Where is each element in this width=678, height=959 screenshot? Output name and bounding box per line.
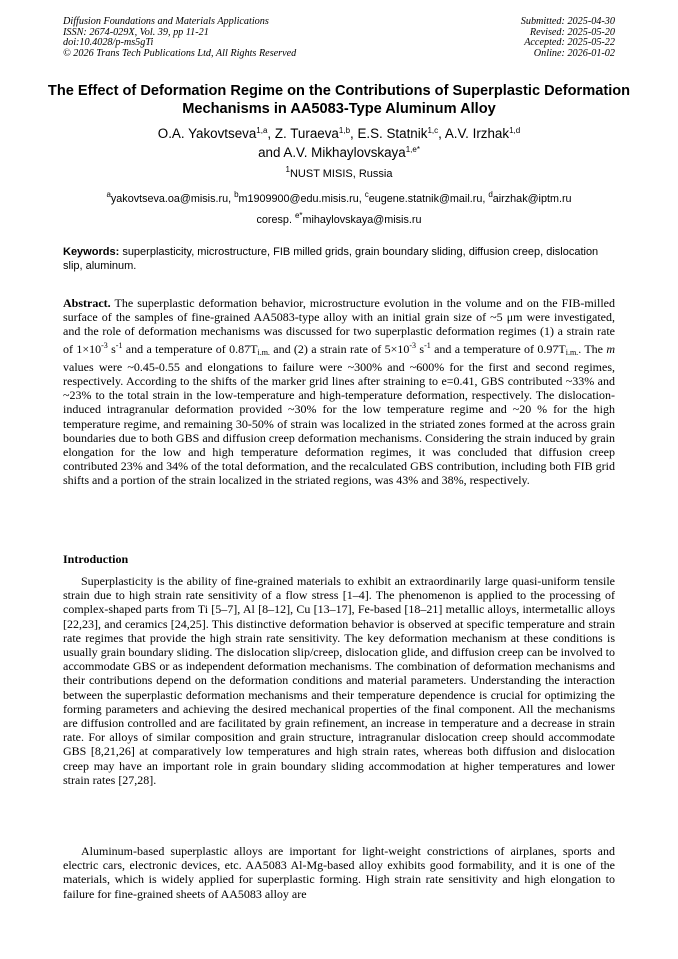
author-affil: 1,e*	[405, 144, 420, 154]
author-name: O.A. Yakovtseva	[157, 126, 257, 141]
abstract-text: and a temperature of 0.87T	[122, 341, 258, 356]
intro-paragraph-2: Aluminum-based superplastic alloys are important for light-weight constrictions of airplanes, sports and electric cars, electronic devices, etc. AA5083 Al-Mg-based alloy exhibits good formability, and it is one of the materials, which is widely applied for superplastic forming. High strain rate sensitivity and high elongation to failure for fine-grained sheets of AA5083 alloy are	[63, 844, 615, 901]
revised-date: Revised: 2025-05-20	[529, 26, 615, 38]
keywords-label: Keywords:	[63, 246, 120, 258]
abstract-text: s	[107, 341, 116, 356]
exponent: -3	[101, 340, 108, 350]
email-link[interactable]: airzhak@iptm.ru	[492, 193, 572, 205]
author-affil: 1,d	[509, 126, 521, 135]
email-sup: b	[234, 190, 239, 199]
author-name: A.V. Mikhaylovskaya	[283, 144, 406, 160]
author-affil: 1,c	[427, 126, 439, 135]
affil-sup: 1	[285, 165, 290, 174]
email-sup: d	[488, 190, 493, 199]
abstract-text: and (2) a strain rate of 5×10	[269, 341, 410, 356]
exponent: -1	[424, 340, 431, 350]
author-and: and	[258, 144, 281, 160]
journal-name: Diffusion Foundations and Materials Applications	[63, 16, 269, 27]
author-affil: 1,a	[256, 126, 268, 135]
email-list	[40, 189, 638, 231]
keywords-text: superplasticity, microstructure, FIB milled grids, grain boundary sliding, diffusion creep, dislocation slip, aluminum.	[63, 246, 599, 272]
author-list: O.A. Yakovtseva$^{1,a}$, Z. Turaeva$^{1,b}$, E.S. Statnik$^{1,c}$, A.V. Irzhak$^{1,d}$ and A.V. Mikhaylovskaya$^{1,e*}$	[157, 126, 521, 160]
abstract-text: The superplastic deformation behavior, microstructure evolution in the volume and on the FIB-milled surface of the samples of fine-grained AA5083-type alloy with an initial grain size of ~5 μm were investigated, and the role of deformation mechanisms was discussed for two superplastic deformation regimes (1) a strain rate of 1×10	[63, 296, 615, 356]
abstract-text: values were ~0.45-0.55 and elongations to failure were ~300% and ~600% for the first and second regimes, respectively. According to the shifts of the marker grid lines after straining to e=0.41, GBS contributed ~33% and ~23% to the total strain in the low-temperature and high-temperature deformation, respectively. The dislocation-induced intragranular deformation provided ~30% for the low temperature regime and ~20 % for the high temperature regime, and remaining 30-50% of strain was localized in the striated zones formed at the across grain boundaries due to both GBS and diffusion creep deformation mechanisms. Considering the strain induced by grain elongation for the low and high temperature deformation regimes, it was concluded that diffusion creep contributed 23% and 34% of the total deformation, and the recalculated GBS contribution, including both FIB grid shifts and a portion of the strain localized in the striated regions, was 43% and 38%, respectively.	[63, 359, 615, 488]
subscript: i.m.	[257, 347, 270, 357]
author-name: Z. Turaeva	[274, 126, 339, 141]
author-name: A.V. Irzhak	[444, 126, 510, 141]
abstract-italic: m	[606, 341, 615, 356]
accepted-date: Accepted: 2025-05-22	[524, 37, 615, 48]
affil-name: NUST MISIS, Russia	[289, 168, 393, 180]
email-link[interactable]: eugene.statnik@mail.ru	[368, 193, 483, 205]
copyright: © 2026 Trans Tech Publications Ltd, All Rights Reserved	[63, 47, 297, 59]
subscript: i.m.	[565, 347, 579, 357]
email-sup: a	[106, 190, 111, 199]
email-row: $^a$yakovtseva.oa@misis.ru, $^b$m1909900@edu.misis.ru, $^c$eugene.statnik@mail.ru, $^d$airzhak@iptm.ru	[106, 190, 572, 205]
keywords	[63, 246, 615, 273]
exponent: -3	[409, 340, 417, 350]
abstract	[63, 296, 615, 488]
coresp-label: coresp.	[256, 214, 292, 226]
submitted-date: Submitted: 2025-04-30	[520, 16, 615, 27]
online-date: Online: 2026-01-02	[533, 47, 615, 59]
paper-title: The Effect of Deformation Regime on the Contributions of Superplastic Deformation Mechanisms in AA5083-Type Aluminum Alloy	[47, 83, 631, 117]
abstract-text: s	[416, 341, 425, 356]
doi[interactable]: doi:10.4028/p-ms5gTi	[63, 37, 154, 48]
journal-info	[63, 17, 296, 59]
email-link[interactable]: m1909900@edu.misis.ru	[238, 193, 359, 205]
coresp-row	[40, 210, 638, 231]
affiliation	[40, 165, 638, 180]
abstract-label: Abstract.	[63, 296, 111, 310]
abstract-text: . The	[578, 341, 607, 356]
email-link[interactable]: yakovtseva.oa@misis.ru	[110, 193, 229, 205]
email-sup: c	[364, 190, 369, 199]
email-link[interactable]: mihaylovskaya@misis.ru	[302, 214, 422, 226]
author-name: E.S. Statnik	[357, 126, 428, 141]
section-heading: Introduction	[63, 552, 129, 566]
issn: ISSN: 2674-029X, Vol. 39, pp 11-21	[63, 26, 209, 38]
email-sup: e*	[294, 211, 303, 220]
author-affil: 1,b	[338, 126, 351, 135]
dates-info	[521, 17, 615, 59]
abstract-text: and a temperature of 0.97T	[430, 341, 566, 356]
exponent: -1	[115, 340, 123, 350]
intro-paragraph-1: Superplasticity is the ability of fine-grained materials to exhibit an extraordinarily large quasi-uniform tensile strain due to high strain rate sensitivity of a flow stress [1–4]. The phenomenon is applied to the processing of complex-shaped parts from Ti [5–7], Al [8–12], Cu [13–17], Fe-based [18–21] metallic alloys, intermetallic alloys [22,23], and ceramics [24,25]. This distinctive deformation behavior is observed at specific temperature and strain rate regimes that provide the high strain rate sensitivity. The key deformation mechanism at these conditions is usually grain boundary sliding. The dislocation slip/creep, dislocation glide, and diffusion creep can be involved to accommodate GBS or as independent deformation mechanisms. The combination of deformation mechanisms and their contributions depend on the deformation conditions and material parameters. Understanding the interaction between the superplastic deformation mechanisms and their temperature dependence is crucial for optimizing the forming parameters and achieving the desired mechanical properties of the final component. All the mechanisms are diffusion controlled and are facilitated by grain refinement, an increase in temperature and a decrease in strain rate. For alloys of similar composition and grain structure, intragranular dislocation creep should accommodate GBS [8,21,26] at comparatively low temperatures and high strain rates, whereas both diffusion and dislocation creep may have an important role in grain boundary sliding accommodation at higher temperatures and lower strain rates [27,28].	[63, 574, 615, 787]
